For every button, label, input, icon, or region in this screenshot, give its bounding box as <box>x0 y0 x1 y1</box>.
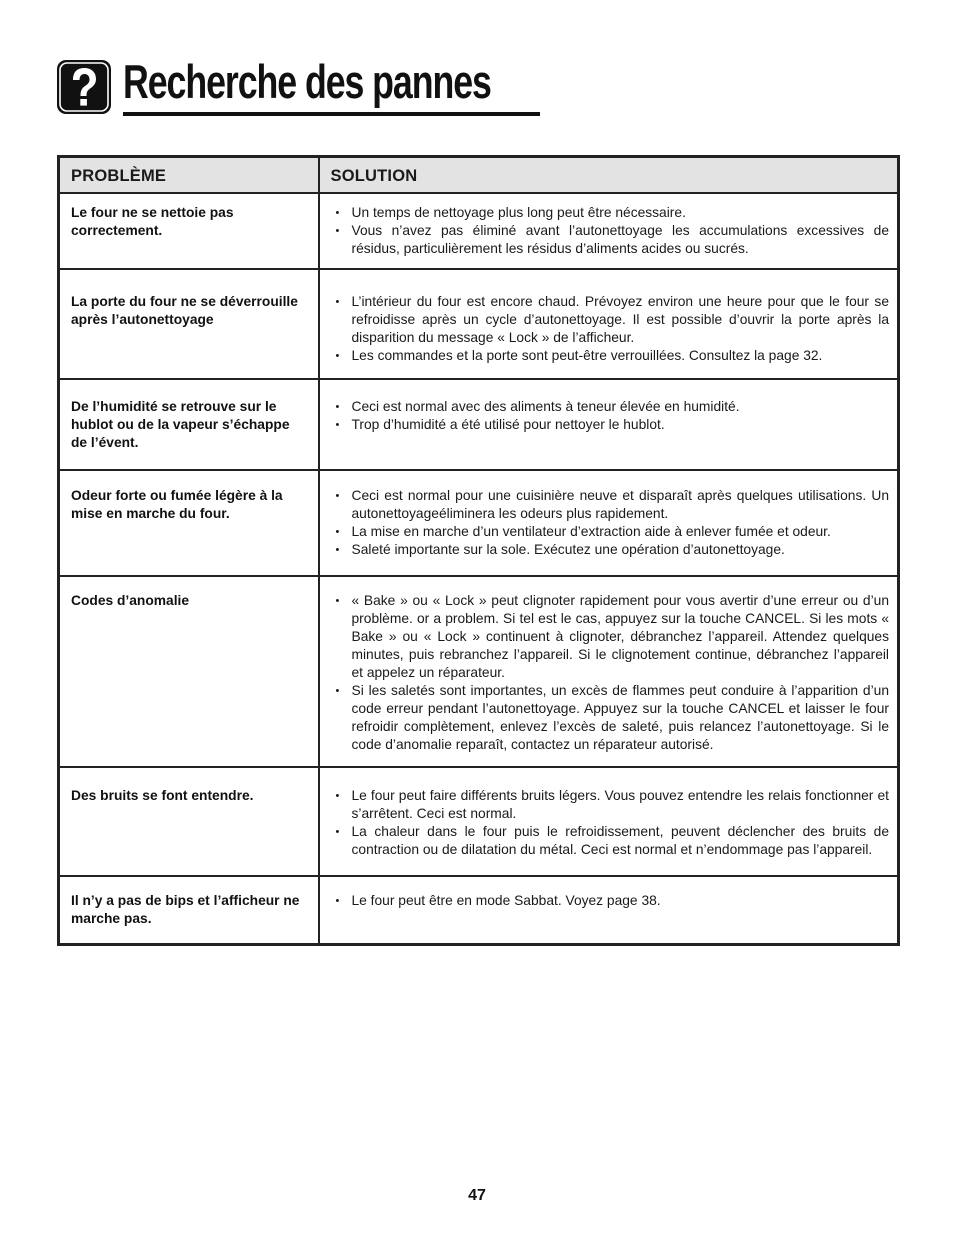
solution-cell <box>319 876 899 945</box>
solution-item: • Saleté importante sur la sole. Exécutez une opération d’autonettoyage. <box>334 541 890 559</box>
page-title: Recherche des pannes <box>123 55 491 108</box>
problem-cell: Des bruits se font entendre. <box>59 767 319 876</box>
table-row <box>59 470 899 576</box>
solution-item: • Vous n’avez pas éliminé avant l’autonettoyage les accumulations excessives de résidus, particulièrement les résidus d’aliments acides ou sucrés. <box>334 222 890 258</box>
solution-column-header: SOLUTION <box>319 157 899 193</box>
solution-item: • Trop d’humidité a été utilisé pour nettoyer le hublot. <box>334 416 890 434</box>
table-row <box>59 379 899 470</box>
troubleshooting-table <box>57 155 900 946</box>
page-header <box>56 55 491 118</box>
table-row <box>59 269 899 379</box>
title-underline <box>123 112 540 116</box>
solution-item: • Ceci est normal avec des aliments à teneur élevée en humidité. <box>334 398 890 416</box>
problem-column-header: PROBLÈME <box>59 157 319 193</box>
solution-cell <box>319 269 899 379</box>
solution-item: • Un temps de nettoyage plus long peut être nécessaire. <box>334 204 890 222</box>
problem-cell: De l’humidité se retrouve sur le hublot ou de la vapeur s’échappe de l’évent. <box>59 379 319 470</box>
page-number: 47 <box>468 1187 486 1204</box>
problem-cell: La porte du four ne se déverrouille après l’autonettoyage <box>59 269 319 379</box>
table-header-row <box>59 157 899 193</box>
solution-item: • L’intérieur du four est encore chaud. Prévoyez environ une heure pour que le four se refroidisse après un cycle d’autonettoyage. Il est possible d’ouvrir la porte après la disparition du message « Lock » de l’afficheur. <box>334 293 890 347</box>
solution-item: • Ceci est normal pour une cuisinière neuve et disparaît après quelques utilisations. Un autonettoyageéliminera les odeurs plus rapidement. <box>334 487 890 523</box>
solution-item: • « Bake » ou « Lock » peut clignoter rapidement pour vous avertir d’une erreur ou d’un problème. or a problem. Si tel est le cas, appuyez sur la touche CANCEL. Si les mots « Bake » ou « Lock » continuent à clignoter, débranchez l’appareil. Attendez quelques minutes, puis rebranchez l’appareil. Si le clignotement continue, débranchez l’appareil et appelez un réparateur. <box>334 592 890 682</box>
solution-cell <box>319 767 899 876</box>
solution-cell <box>319 379 899 470</box>
problem-cell: Odeur forte ou fumée légère à la mise en marche du four. <box>59 470 319 576</box>
solution-cell <box>319 470 899 576</box>
table-row <box>59 767 899 876</box>
table-row <box>59 876 899 945</box>
table-row <box>59 576 899 767</box>
question-mark-icon <box>56 59 112 115</box>
problem-cell: Codes d’anomalie <box>59 576 319 767</box>
problem-cell: Il n’y a pas de bips et l’afficheur ne marche pas. <box>59 876 319 945</box>
solution-cell <box>319 193 899 269</box>
problem-cell: Le four ne se nettoie pas correctement. <box>59 193 319 269</box>
solution-item: • La mise en marche d’un ventilateur d’extraction aide à enlever fumée et odeur. <box>334 523 890 541</box>
table-row <box>59 193 899 269</box>
solution-item: • Le four peut faire différents bruits légers. Vous pouvez entendre les relais fonctionner et s’arrêtent. Ceci est normal. <box>334 787 890 823</box>
solution-item: • Si les saletés sont importantes, un excès de flammes peut conduire à l’apparition d’un code erreur pendant l’autonettoyage. Appuyez sur la touche CANCEL et laisser le four refroidir complètement, enlevez l’excès de saleté, puis relancez l’autonettoyage. Si le code d’anomalie reparaît, contactez un réparateur autorisé. <box>334 682 890 754</box>
solution-item: • La chaleur dans le four puis le refroidissement, peuvent déclencher des bruits de contraction ou de dilatation du métal. Ceci est normal et n’endommage pas l’appareil. <box>334 823 890 859</box>
solution-item: • Le four peut être en mode Sabbat. Voyez page 38. <box>334 892 890 910</box>
solution-cell <box>319 576 899 767</box>
solution-item: • Les commandes et la porte sont peut-être verrouillées. Consultez la page 32. <box>334 347 890 365</box>
